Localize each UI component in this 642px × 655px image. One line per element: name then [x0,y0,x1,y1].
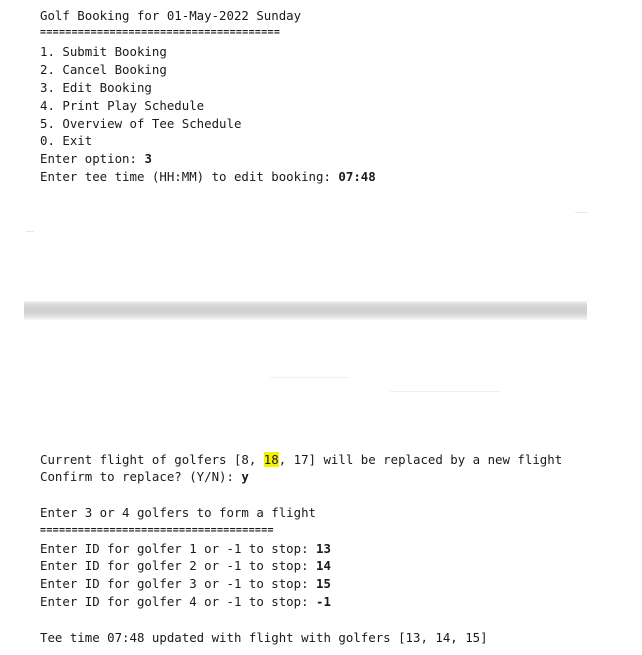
golfer-id-input[interactable]: -1 [316,594,331,609]
booking-title: Golf Booking for 01-May-2022 Sunday [40,8,302,23]
menu-item-overview: 5. Overview of Tee Schedule [40,116,242,131]
option-input[interactable]: 3 [144,151,152,166]
current-flight-suffix: , 17] will be replaced by a new flight [278,452,563,467]
golfer-entry-line [40,576,331,592]
golfer-id-input[interactable]: 15 [316,576,331,591]
confirm-prompt: Confirm to replace? (Y/N): [40,469,242,484]
highlighted-golfer-id: 18 [263,452,279,467]
confirm-input[interactable]: y [241,469,249,484]
confirm-line [40,469,249,485]
faint-mark [575,212,587,213]
form-flight-prompt: Enter 3 or 4 golfers to form a flight [40,505,317,520]
faint-mark [26,231,34,232]
current-flight-line [40,452,562,468]
menu-item-submit: 1. Submit Booking [40,44,167,59]
faint-mark [270,377,350,378]
menu-item-print: 4. Print Play Schedule [40,98,205,113]
golfer-id-input[interactable]: 14 [316,558,331,573]
form-flight-divider: ===================================== [40,525,274,536]
menu-item-edit: 3. Edit Booking [40,80,152,95]
update-result-message: Tee time 07:48 updated with flight with golfers [13, 14, 15] [40,630,488,645]
menu-item-cancel: 2. Cancel Booking [40,62,167,77]
title-divider: ====================================== [40,27,281,38]
tee-time-line [40,169,376,185]
current-flight-prefix: Current flight of golfers [8, [40,452,264,467]
option-prompt: Enter option: [40,151,145,166]
golfer-entry-prompt: Enter ID for golfer 4 or -1 to stop: [40,594,317,609]
golfer-entry-line [40,558,331,574]
golfer-entry-prompt: Enter ID for golfer 3 or -1 to stop: [40,576,317,591]
tee-time-input[interactable]: 07:48 [338,169,376,184]
screenshot-separator [24,301,587,320]
option-line [40,151,152,167]
menu-item-exit: 0. Exit [40,133,93,148]
golfer-entry-line [40,541,331,557]
golfer-entry-prompt: Enter ID for golfer 2 or -1 to stop: [40,558,317,573]
golfer-entry-line [40,594,331,610]
golfer-entry-prompt: Enter ID for golfer 1 or -1 to stop: [40,541,317,556]
golfer-id-input[interactable]: 13 [316,541,331,556]
tee-time-prompt: Enter tee time (HH:MM) to edit booking: [40,169,339,184]
faint-mark [390,391,500,392]
